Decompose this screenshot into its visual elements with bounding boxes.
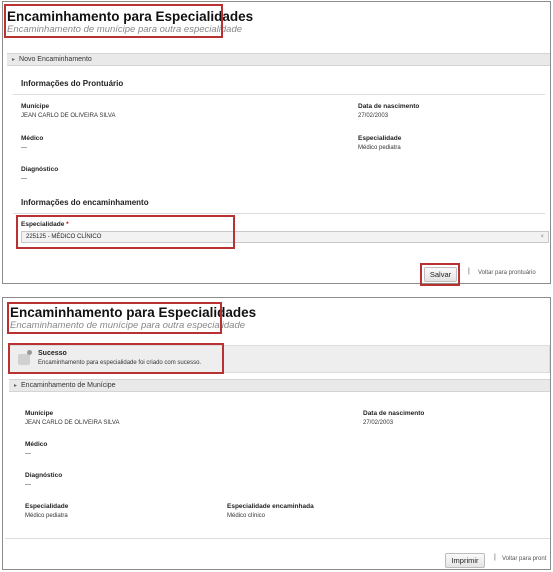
title-highlight	[7, 302, 222, 334]
diagnosis-label: Diagnóstico	[25, 472, 63, 479]
diagnosis-value: —	[25, 482, 31, 488]
title-highlight	[4, 4, 223, 38]
birthdate-value: 27/02/2003	[363, 420, 394, 426]
page-title: Encaminhamento para Especialidades	[10, 305, 257, 320]
target-specialty-label: Especialidade *	[21, 221, 69, 228]
citizen-value: JEAN CARLO DE OLIVEIRA SILVA	[21, 113, 116, 119]
specialty-value: Médico pediatra	[25, 513, 68, 519]
page-subtitle: Encaminhamento de munícipe para outra especialidade	[7, 24, 243, 35]
page-subtitle: Encaminhamento de munícipe para outra especialidade	[10, 320, 246, 331]
separator: |	[494, 554, 496, 561]
print-button[interactable]: Imprimir	[445, 553, 485, 568]
success-alert-message: Encaminhamento para especialidade foi criado com sucesso.	[38, 360, 202, 366]
save-highlight	[420, 263, 460, 286]
doctor-label: Médico	[25, 441, 48, 448]
page-title: Encaminhamento para Especialidades	[7, 9, 254, 24]
doctor-label: Médico	[21, 135, 44, 142]
specialty-highlight	[16, 215, 235, 249]
divider	[5, 538, 550, 539]
back-to-record-link[interactable]: Voltar para prontuário	[478, 270, 536, 276]
referred-specialty-value: Médico clínico	[227, 513, 266, 519]
doctor-value: —	[25, 451, 31, 457]
save-button[interactable]: Salvar	[424, 267, 457, 282]
alert-highlight	[8, 343, 224, 374]
back-to-record-link[interactable]: Voltar para pront	[502, 556, 547, 562]
chevron-right-icon: ▸	[14, 383, 18, 389]
referred-specialty-label: Especialidade encaminhada	[227, 503, 314, 510]
divider	[13, 213, 545, 214]
diagnosis-label: Diagnóstico	[21, 166, 59, 173]
section-bar-label: Encaminhamento de Munícipe	[21, 382, 116, 389]
record-info-heading: Informações do Prontuário	[21, 79, 124, 88]
divider	[13, 94, 545, 95]
clear-icon[interactable]: ×	[540, 234, 544, 240]
birthdate-value: 27/02/2003	[358, 113, 389, 119]
citizen-value: JEAN CARLO DE OLIVEIRA SILVA	[25, 420, 120, 426]
citizen-label: Munícipe	[25, 410, 54, 417]
chevron-right-icon: ▸	[12, 57, 16, 63]
specialty-label: Especialidade	[358, 135, 402, 142]
referral-result-screen	[2, 297, 551, 570]
birthdate-label: Data de nascimento	[358, 103, 420, 110]
referral-info-heading: Informações do encaminhamento	[21, 198, 149, 207]
doctor-value: —	[21, 145, 27, 151]
target-specialty-selected: 225125 - MÉDICO CLÍNICO	[26, 234, 102, 240]
section-bar-label: Novo Encaminhamento	[19, 56, 92, 63]
new-referral-screen	[2, 1, 551, 284]
required-mark: *	[66, 221, 69, 228]
birthdate-label: Data de nascimento	[363, 410, 425, 417]
specialty-label: Especialidade	[25, 503, 69, 510]
section-bar-new-referral[interactable]	[7, 53, 550, 66]
citizen-label: Munícipe	[21, 103, 50, 110]
section-bar-citizen-referral[interactable]	[9, 379, 550, 392]
success-alert-title: Sucesso	[38, 350, 67, 357]
specialty-value: Médico pediatra	[358, 145, 401, 151]
diagnosis-value: —	[21, 176, 27, 182]
separator: |	[468, 268, 470, 275]
